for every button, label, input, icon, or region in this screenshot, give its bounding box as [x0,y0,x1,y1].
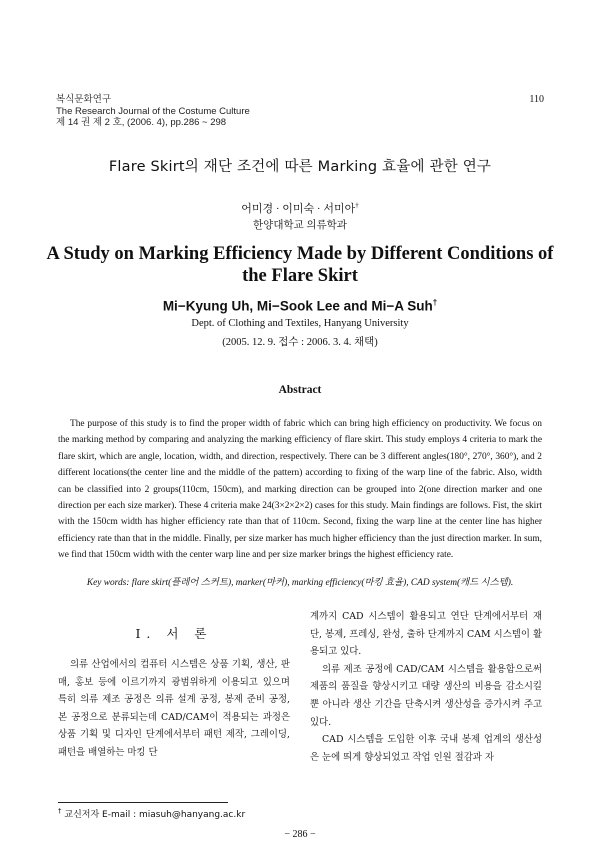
section-heading-introduction: Ⅰ. 서 론 [135,626,213,641]
right-column [310,608,542,766]
authors-korean-names: 어미경 · 이미숙 · 서미아 [241,203,356,215]
abstract-heading: Abstract [278,384,322,396]
received-accepted-dates: (2005. 12. 9. 접수 : 2006. 3. 4. 채택) [222,337,378,348]
right-column-paragraph-2: 의류 제조 공정에 CAD/CAM 시스템을 활용함으로써 제품의 품질을 향상시키고 대량 생산의 비용을 감소시킬 뿐 아니라 생산 기간을 단축시켜 생산성을 증가시켜 주고 있다. [310,663,542,728]
authors-korean [0,200,600,216]
journal-header [56,94,250,129]
corresponding-author-mark-en: † [432,298,438,307]
abstract-text: The purpose of this study is to find the proper width of fabric which can bring high efficiency on productivity. We focus on the marking method by comparing and analyzing the marking efficiency of flare skirt. This study employs 4 criteria to mark the flare skirt, which are angle, location, width, and direction, respectively. There can be 3 different angles(180°, 270°, 360°), and 2 different locations(the center line and the middle of the pattern) according to fixing of the warp line of the fabric. Also, width can be classified into 2 groups(110cm, 150cm), and marking direction can be grouped into 2(one direction marker and one direction per each size marker). These 4 criteria make 24(3×2×2×2) cases for this study. Main findings are follows. Fist, the skirt with the 150cm width has higher efficiency rate than that of 110cm. Second, fixing the warp line at the center line has higher efficiency rate than that in the middle. Finally, per size marker has much higher efficiency than the just direction marker. In sum, we find that 150cm width with the center warp line and per size marker brings the highest efficiency rate. [58,419,542,561]
authors-english-names: Mi−Kyung Uh, Mi−Sook Lee and Mi−A Suh [162,298,433,314]
footnote-rule [58,802,228,803]
journal-name-en: The Research Journal of the Costume Culture [56,105,250,117]
title-english: A Study on Marking Efficiency Made by Different Conditions of the Flare Skirt [46,244,554,286]
footnote-text: 교신저자 E-mail : miasuh@hanyang.ac.kr [64,810,246,820]
affiliation-korean: 한양대학교 의류학과 [253,220,347,231]
top-page-number: 110 [529,94,544,105]
right-column-paragraph-1: 계까지 CAD 시스템이 활용되고 연단 단계에서부터 재단, 봉제, 프레싱, 완성, 출하 단계까지 CAM 시스템이 활용되고 있다. [310,611,542,658]
department-english: Dept. of Clothing and Textiles, Hanyang University [191,318,409,329]
left-column [58,600,290,762]
keywords: Key words: flare skirt(플레어 스커트), marker(마커), marking efficiency(마킹 효율), CAD system(캐드 시스템). [86,578,514,588]
journal-volume: 제 14 권 제 2 호, (2006. 4), pp.286 ~ 298 [56,117,227,128]
footnote [58,807,245,820]
corresponding-author-mark: † [355,201,359,210]
right-column-paragraph-3: CAD 시스템을 도입한 이후 국내 봉제 업계의 생산성은 눈에 띄게 향상되었고 작업 인원 절감과 자 [310,734,542,763]
journal-name-kr: 복식문화연구 [56,94,112,105]
authors-english [0,298,600,314]
footnote-mark: † [58,807,62,815]
left-column-paragraph: 의류 산업에서의 컴퓨터 시스템은 상품 기획, 생산, 판매, 홍보 등에 이르기까지 광범위하게 이용되고 있으며 특히 의류 제조 공정은 의류 설계 공정, 봉제 준비 공정, 본 공정으로 분류되는데 CAD/CAM이 적용되는 과정은 상품 기획 및 디자인 단계에서부터 패턴 제작, 그레이딩, 패턴을 배열하는 마킹 단 [58,659,290,758]
page-footer-number: − 286 − [284,829,316,840]
title-korean: Flare Skirt의 재단 조건에 따른 Marking 효율에 관한 연구 [108,159,492,175]
